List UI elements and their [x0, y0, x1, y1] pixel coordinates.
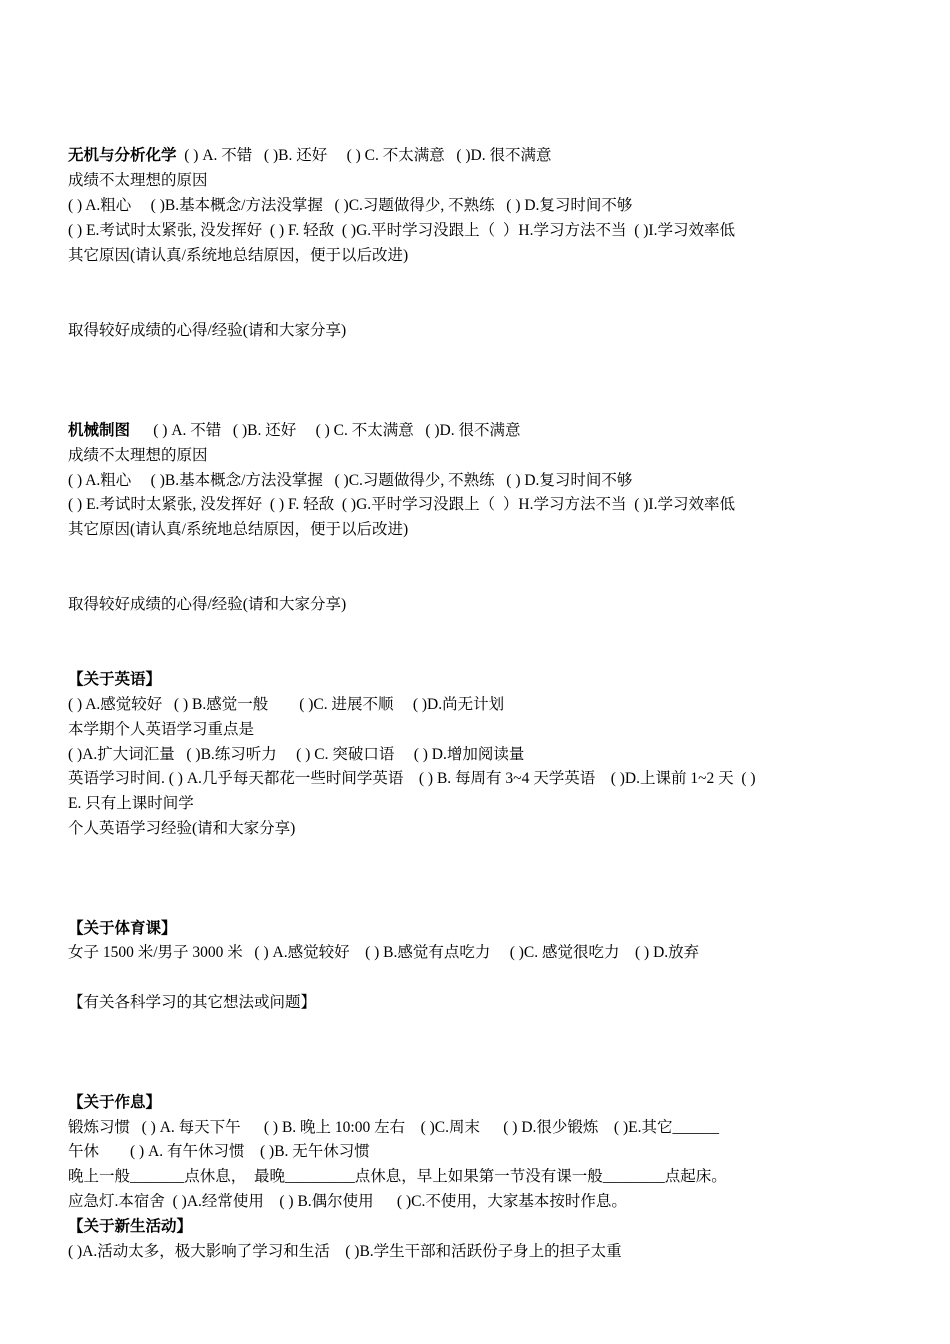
reason-title: 成绩不太理想的原因 — [68, 172, 208, 189]
english-focus-options: ( )A.扩大词汇量 ( )B.练习听力 ( ) C. 突破口语 ( ) D.增加阅读量 — [68, 746, 525, 763]
freshman-section-title: 【关于新生活动】 — [68, 1218, 193, 1235]
subject-title: 机械制图 — [68, 422, 131, 439]
english-section-title: 【关于英语】 — [68, 671, 162, 688]
reason-options-row-2: ( ) E.考试时太紧张, 没发挥好 ( ) F. 轻敌 ( )G.平时学习没跟上（ ）H.学习方法不当 ( )I.学习效率低 — [68, 496, 735, 513]
reason-options-row-2: ( ) E.考试时太紧张, 没发挥好 ( ) F. 轻敌 ( )G.平时学习没跟上（ ）H.学习方法不当 ( )I.学习效率低 — [68, 222, 735, 239]
english-time-options: 英语学习时间. ( ) A.几乎每天都花一些时间学英语 ( ) B. 每周有 3~4 天学英语 ( )D.上课前 1~2 天 ( ) — [68, 770, 756, 787]
drawing-rating-row — [68, 420, 521, 442]
emergency-lamp-options: 应急灯.本宿舍 ( )A.经常使用 ( ) B.偶尔使用 ( )C.不使用，大家基本按时作息。 — [68, 1193, 627, 1210]
pe-options: 女子 1500 米/男子 3000 米 ( ) A.感觉较好 ( ) B.感觉有点吃力 ( )C. 感觉很吃力 ( ) D.放弃 — [68, 944, 700, 961]
rating-options: ( ) A. 不错 ( )B. 还好 ( ) C. 不太满意 ( )D. 很不满意 — [176, 147, 552, 164]
english-time-options-cont: E. 只有上课时间学 — [68, 795, 194, 812]
other-thoughts-title: 【有关各科学习的其它想法或问题】 — [68, 994, 317, 1011]
exercise-habit-options: 锻炼习惯 ( ) A. 每天下午 ( ) B. 晚上 10:00 左右 ( )C.周末 ( ) D.很少锻炼 ( )E.其它______ — [68, 1119, 719, 1136]
english-focus-title: 本学期个人英语学习重点是 — [68, 721, 255, 738]
experience-prompt: 取得较好成绩的心得/经验(请和大家分享) — [68, 596, 347, 613]
rating-options: ( ) A. 不错 ( )B. 还好 ( ) C. 不太满意 ( )D. 很不满意 — [130, 422, 521, 439]
reason-options-row-1: ( ) A.粗心 ( )B.基本概念/方法没掌握 ( )C.习题做得少, 不熟练 ( ) D.复习时间不够 — [68, 197, 633, 214]
schedule-section-title: 【关于作息】 — [68, 1094, 162, 1111]
reason-title: 成绩不太理想的原因 — [68, 447, 208, 464]
subject-title: 无机与分析化学 — [68, 147, 177, 164]
chemistry-rating-row — [68, 145, 552, 167]
experience-prompt: 取得较好成绩的心得/经验(请和大家分享) — [68, 322, 347, 339]
reason-options-row-1: ( ) A.粗心 ( )B.基本概念/方法没掌握 ( )C.习题做得少, 不熟练 ( ) D.复习时间不够 — [68, 472, 633, 489]
pe-section-title: 【关于体育课】 — [68, 920, 177, 937]
english-experience-prompt: 个人英语学习经验(请和大家分享) — [68, 820, 296, 837]
freshman-options: ( )A.活动太多，极大影响了学习和生活 ( )B.学生干部和活跃份子身上的担子太重 — [68, 1243, 622, 1260]
other-reason-prompt: 其它原因(请认真/系统地总结原因，便于以后改进) — [68, 521, 409, 538]
english-feel-options: ( ) A.感觉较好 ( ) B.感觉一般 ( )C. 进展不顺 ( )D.尚无计划 — [68, 696, 505, 713]
other-reason-prompt: 其它原因(请认真/系统地总结原因，便于以后改进) — [68, 247, 409, 264]
sleep-time-blanks: 晚上一般_______点休息， 最晚_________点休息，早上如果第一节没有课一般________点起床。 — [68, 1168, 727, 1185]
nap-options: 午休 ( ) A. 有午休习惯 ( )B. 无午休习惯 — [68, 1143, 370, 1160]
